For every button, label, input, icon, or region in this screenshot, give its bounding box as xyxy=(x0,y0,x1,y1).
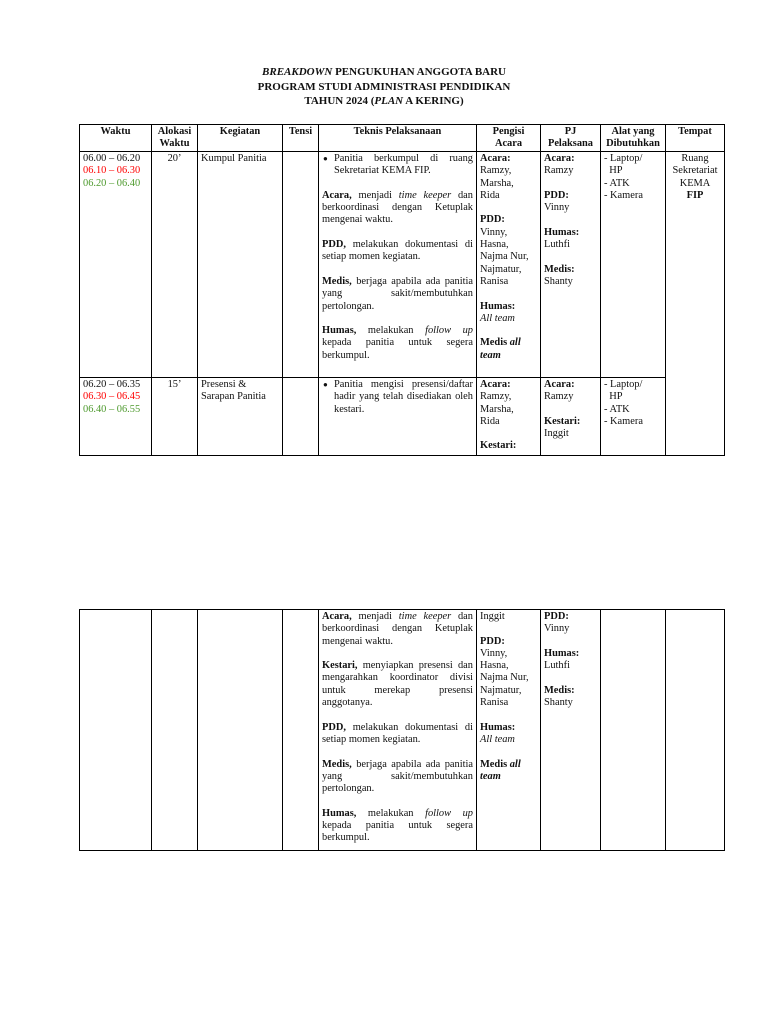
text-segment: 06.00 – 06.20 xyxy=(83,153,141,164)
title-line-3-italic: PLAN xyxy=(374,95,404,107)
text-segment: Medis: xyxy=(544,684,575,696)
paragraph xyxy=(322,190,473,227)
pengisi-cell xyxy=(477,610,541,851)
text-segment: Ramzy, Marsha, Rida xyxy=(480,165,514,201)
teknis-cell xyxy=(319,378,477,456)
alat-cell xyxy=(601,610,666,851)
text-segment: time keeper xyxy=(398,189,452,201)
paragraph xyxy=(83,404,148,416)
text-segment: all team xyxy=(480,758,521,782)
paragraph xyxy=(83,165,148,177)
column-header-alokasi: Alokasi Waktu xyxy=(152,125,198,152)
text-segment: All team xyxy=(480,312,515,324)
paragraph xyxy=(544,153,597,178)
kegiatan-cell xyxy=(198,152,283,378)
text-segment: Shanty xyxy=(544,275,573,287)
teknis-cell xyxy=(319,610,477,851)
paragraph xyxy=(480,301,537,326)
alokasi-cell xyxy=(152,378,198,456)
paragraph xyxy=(201,379,279,404)
alokasi-cell xyxy=(152,152,198,378)
paragraph xyxy=(322,759,473,796)
paragraph xyxy=(83,178,148,190)
text-segment: follow up xyxy=(425,325,473,337)
text-segment: berjaga apabila ada panitia yang sakit/membutuhkan pertolongan. xyxy=(322,275,473,312)
text-segment: Kumpul Panitia xyxy=(201,153,267,164)
text-segment: Vinny xyxy=(544,623,570,635)
paragraph xyxy=(669,153,721,202)
header-row xyxy=(80,125,725,152)
text-segment: Humas, xyxy=(322,807,357,819)
text-segment: Humas: xyxy=(480,300,516,312)
column-header-teknis: Teknis Pelaksanaan xyxy=(319,125,477,152)
text-segment: Kestari, xyxy=(322,660,358,672)
text-segment: Ramzy, Marsha, Rida xyxy=(480,391,514,427)
text-segment: Vinny xyxy=(544,202,570,214)
text-segment: Acara, xyxy=(322,611,352,622)
text-segment: menjadi xyxy=(351,189,399,201)
text-segment: melakukan xyxy=(356,807,426,819)
paragraph xyxy=(604,153,662,202)
paragraph xyxy=(322,808,473,845)
column-header-kegiatan: Kegiatan xyxy=(198,125,283,152)
text-segment: FIP xyxy=(686,189,704,201)
text-segment: Medis, xyxy=(322,758,352,770)
column-header-pengisi: Pengisi Acara xyxy=(477,125,541,152)
paragraph xyxy=(544,190,597,215)
waktu-cell xyxy=(80,152,152,378)
paragraph xyxy=(83,391,148,403)
text-segment: Panitia berkumpul di ruang Sekretariat KEMA FIP. xyxy=(334,153,473,177)
paragraph xyxy=(544,227,597,252)
text-segment: Acara: xyxy=(480,153,511,164)
text-segment: kepada panitia untuk segera berkumpul. xyxy=(322,820,473,844)
paragraph xyxy=(544,264,597,289)
tempat-cell xyxy=(666,152,725,456)
column-header-tempat: Tempat xyxy=(666,125,725,152)
title-line-1 xyxy=(0,65,768,80)
text-segment: PDD: xyxy=(544,189,569,201)
text-segment: Humas: xyxy=(544,647,580,659)
text-segment: Ramzy xyxy=(544,391,574,403)
text-segment: Medis: xyxy=(544,263,575,275)
text-segment: PDD: xyxy=(480,214,505,226)
paragraph xyxy=(544,611,597,636)
text-segment: Vinny, Hasna, Najma Nur, Najmatur, Ranisa xyxy=(480,647,529,709)
tensi-cell xyxy=(283,378,319,456)
teknis-cell xyxy=(319,152,477,378)
alat-cell xyxy=(601,152,666,378)
text-segment: melakukan xyxy=(356,325,426,337)
text-segment: Luthfi xyxy=(544,239,570,251)
alat-cell xyxy=(601,378,666,456)
text-segment: melakukan dokumentasi di setiap momen kegiatan. xyxy=(322,721,473,745)
schedule-table-page-2 xyxy=(79,609,725,851)
paragraph xyxy=(604,379,662,428)
pengisi-cell xyxy=(477,378,541,456)
text-segment: 06.20 – 06.35 xyxy=(83,379,141,390)
text-segment: Acara, xyxy=(322,189,352,201)
kegiatan-cell xyxy=(198,610,283,851)
paragraph xyxy=(480,153,537,202)
text-segment: 20’ xyxy=(167,153,182,164)
title-line-3-a: TAHUN 2024 ( xyxy=(304,95,375,107)
text-segment: All team xyxy=(480,733,515,745)
text-segment: 06.10 – 06.30 xyxy=(83,165,141,177)
text-segment: dan berkoordinasi dengan Ketuplak mengenai waktu. xyxy=(322,611,473,647)
text-segment: menjadi xyxy=(351,611,399,622)
text-segment: berjaga apabila ada panitia yang sakit/membutuhkan pertolongan. xyxy=(322,758,473,795)
bullet-icon: ● xyxy=(323,380,328,389)
text-segment: melakukan dokumentasi di setiap momen kegiatan. xyxy=(322,239,473,263)
text-segment: PDD, xyxy=(322,721,346,733)
text-segment: 06.30 – 06.45 xyxy=(83,391,141,403)
table-row xyxy=(80,610,725,851)
paragraph xyxy=(322,239,473,264)
paragraph xyxy=(480,337,537,362)
text-segment: Panitia mengisi presensi/daftar hadir yang telah disediakan oleh kestari. xyxy=(334,379,473,415)
paragraph xyxy=(155,153,194,165)
bullet-icon: ● xyxy=(323,154,328,163)
paragraph xyxy=(322,153,473,178)
text-segment: Medis xyxy=(480,758,510,770)
tempat-cell xyxy=(666,610,725,851)
text-segment: Humas: xyxy=(480,721,516,733)
pj-cell xyxy=(541,152,601,378)
paragraph xyxy=(544,648,597,673)
table-row xyxy=(80,378,725,456)
paragraph xyxy=(544,416,597,441)
text-segment: time keeper xyxy=(398,611,452,622)
paragraph xyxy=(322,325,473,362)
text-segment: Kestari: xyxy=(544,415,581,427)
paragraph xyxy=(322,611,473,648)
pj-cell xyxy=(541,378,601,456)
paragraph xyxy=(83,153,148,165)
tensi-cell xyxy=(283,152,319,378)
paragraph xyxy=(322,379,473,416)
paragraph xyxy=(322,660,473,709)
paragraph xyxy=(480,440,537,452)
text-segment: 06.20 – 06.40 xyxy=(83,177,141,189)
text-segment: - Laptop/ HP - ATK - Kamera xyxy=(604,379,643,427)
text-segment: menyiapkan presensi dan mengarahkan koordinator divisi untuk merekap presensi anggotanya. xyxy=(322,660,473,709)
text-segment: kepada panitia untuk segera berkumpul. xyxy=(322,337,473,361)
text-segment: dan berkoordinasi dengan Ketuplak mengenai waktu. xyxy=(322,189,473,226)
text-segment: 06.40 – 06.55 xyxy=(83,403,141,415)
column-header-waktu: Waktu xyxy=(80,125,152,152)
text-segment: PDD, xyxy=(322,239,346,251)
text-segment: PDD: xyxy=(544,611,569,622)
table-row xyxy=(80,152,725,378)
text-segment: Humas: xyxy=(544,226,580,238)
text-segment: Acara: xyxy=(544,153,575,164)
text-segment: - Laptop/ HP - ATK - Kamera xyxy=(604,153,643,201)
title-line-2: PROGRAM STUDI ADMINISTRASI PENDIDIKAN xyxy=(257,80,511,93)
text-segment: Humas, xyxy=(322,325,357,337)
waktu-cell xyxy=(80,378,152,456)
text-segment: 15’ xyxy=(167,379,182,390)
text-segment: Luthfi xyxy=(544,660,570,672)
text-segment: Acara: xyxy=(544,379,575,390)
title-line-3 xyxy=(0,94,768,109)
paragraph xyxy=(480,636,537,710)
paragraph xyxy=(322,276,473,313)
pengisi-cell xyxy=(477,152,541,378)
paragraph xyxy=(83,379,148,391)
paragraph xyxy=(480,611,537,623)
text-segment: Medis, xyxy=(322,275,352,287)
text-segment: Inggit xyxy=(544,428,569,440)
text-segment: Inggit xyxy=(480,611,505,622)
text-segment: PDD: xyxy=(480,635,505,647)
text-segment: Presensi & Sarapan Panitia xyxy=(201,379,266,403)
paragraph xyxy=(155,379,194,391)
text-segment: all team xyxy=(480,337,521,361)
pj-cell xyxy=(541,610,601,851)
paragraph xyxy=(480,214,537,288)
paragraph xyxy=(480,722,537,747)
document-title xyxy=(0,65,768,109)
tensi-cell xyxy=(283,610,319,851)
text-segment: Kestari: xyxy=(480,440,517,452)
text-segment: Ramzy xyxy=(544,165,574,177)
title-line-1-text: PENGUKUHAN ANGGOTA BARU xyxy=(332,66,506,78)
paragraph xyxy=(544,685,597,710)
text-segment: Acara: xyxy=(480,379,511,390)
schedule-table-page-1 xyxy=(79,124,725,456)
alokasi-cell xyxy=(152,610,198,851)
waktu-cell xyxy=(80,610,152,851)
text-segment: Ruang Sekretariat KEMA xyxy=(672,153,718,189)
paragraph xyxy=(322,722,473,747)
text-segment: Shanty xyxy=(544,697,573,709)
text-segment: Medis xyxy=(480,337,510,349)
paragraph xyxy=(201,153,279,165)
kegiatan-cell xyxy=(198,378,283,456)
paragraph xyxy=(480,379,537,428)
paragraph xyxy=(480,759,537,784)
title-breakdown: BREAKDOWN xyxy=(262,66,333,78)
column-header-alat: Alat yang Dibutuhkan xyxy=(601,125,666,152)
column-header-tensi: Tensi xyxy=(283,125,319,152)
text-segment: Vinny, Hasna, Najma Nur, Najmatur, Ranisa xyxy=(480,226,529,287)
paragraph xyxy=(544,379,597,404)
column-header-pj: PJ Pelaksana xyxy=(541,125,601,152)
text-segment: follow up xyxy=(425,807,473,819)
title-line-3-b: A KERING) xyxy=(403,95,464,107)
